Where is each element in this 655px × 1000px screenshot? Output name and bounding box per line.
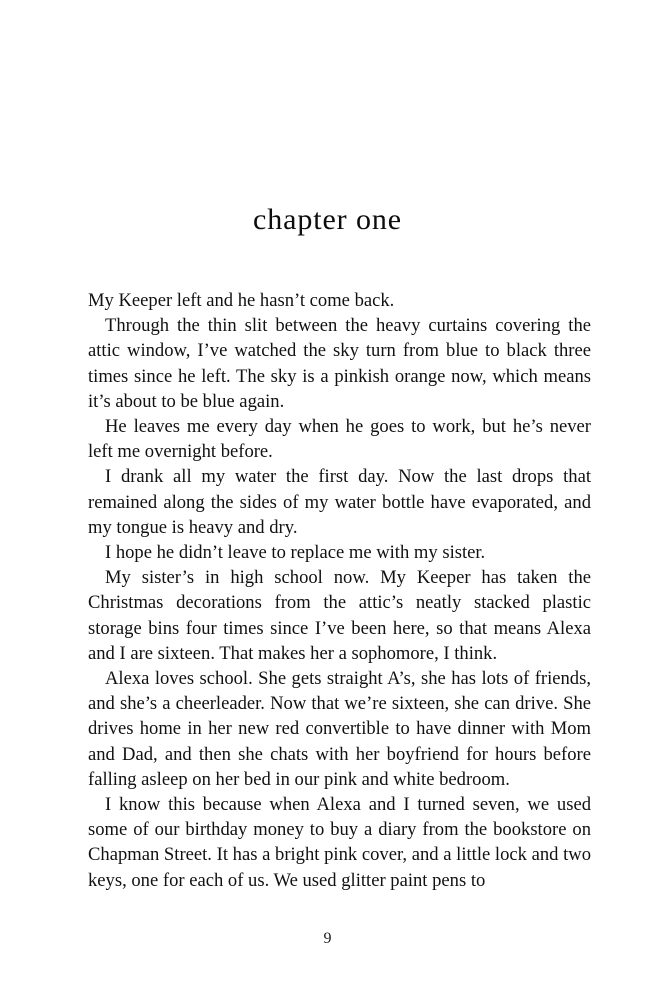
page-number: 9 <box>323 930 332 947</box>
paragraph: My sister’s in high school now. My Keeper has taken the Christmas decorations from the attic’s neatly stacked plastic storage bins four times since I’ve been here, so that means Alexa and I are sixteen. That makes her a sophomore, I think. <box>88 567 591 664</box>
chapter-heading: chapter one <box>253 203 402 237</box>
paragraph: I drank all my water the first day. Now the last drops that remained along the sides of my water bottle have evaporated, and my tongue is heavy and dry. <box>88 466 591 538</box>
paragraph: I know this because when Alexa and I turned seven, we used some of our birthday money to buy a diary from the bookstore on Chapman Street. It has a bright pink cover, and a little lock and two keys, one for each of us. We used glitter paint pens to <box>88 794 591 891</box>
paragraph: He leaves me every day when he goes to work, but he’s never left me overnight before. <box>88 416 591 463</box>
paragraph: Alexa loves school. She gets straight A’s, she has lots of friends, and she’s a cheerleader. Now that we’re sixteen, she can drive. She drives home in her new red convertible to have dinner with Mom and Dad, and then she chats with her boyfriend for hours before falling asleep on her bed in our pink and white bedroom. <box>88 668 591 790</box>
paragraph: Through the thin slit between the heavy curtains covering the attic window, I’ve watched the sky turn from blue to black three times since he left. The sky is a pinkish orange now, which means it’s about to be blue again. <box>88 315 591 412</box>
paragraph: I hope he didn’t leave to replace me with my sister. <box>105 542 486 564</box>
body-text <box>88 288 591 893</box>
paragraph: My Keeper left and he hasn’t come back. <box>88 290 395 311</box>
